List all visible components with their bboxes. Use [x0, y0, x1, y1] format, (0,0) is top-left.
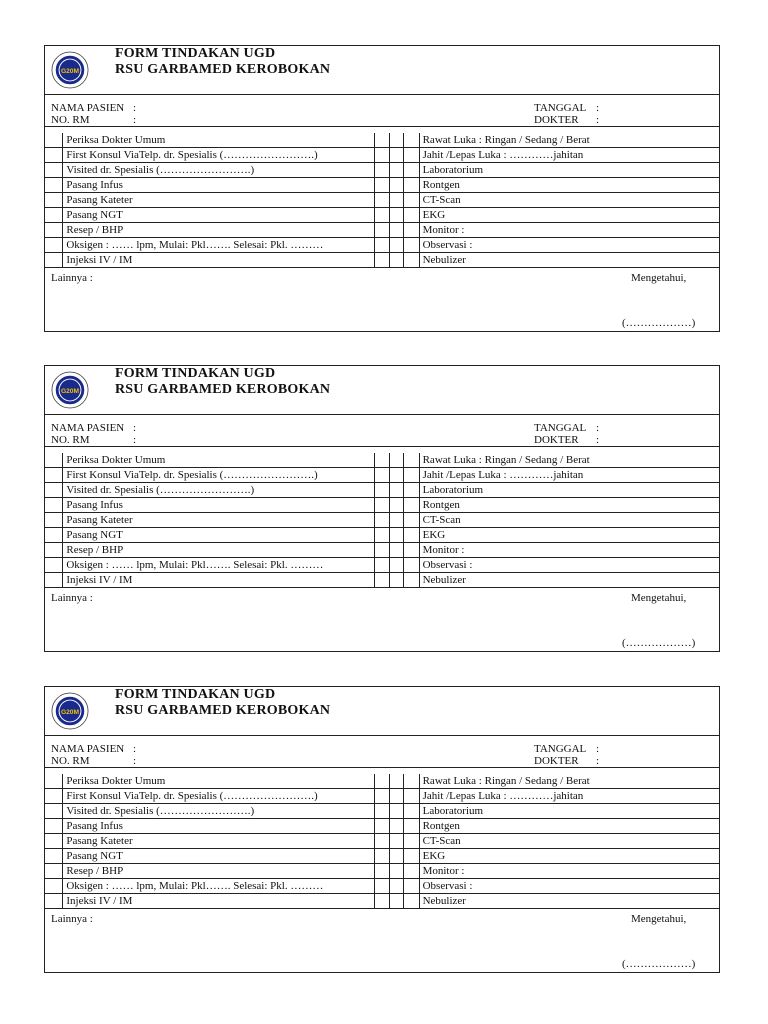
procedure-table	[45, 133, 719, 268]
left-procedure-label: Visited dr. Spesialis (…………………….)	[63, 483, 375, 498]
left-mark-cell[interactable]	[374, 894, 389, 909]
procedure-row	[45, 498, 719, 513]
ugd-form	[44, 686, 720, 973]
right-mark-cell[interactable]	[389, 133, 403, 148]
hospital-logo	[51, 692, 89, 730]
left-mark-cell[interactable]	[374, 238, 389, 253]
tanggal-label: TANGGAL	[534, 743, 587, 755]
right-checkbox-cell[interactable]	[403, 834, 419, 849]
left-mark-cell[interactable]	[374, 819, 389, 834]
right-mark-cell[interactable]	[389, 528, 403, 543]
left-procedure-label: First Konsul ViaTelp. dr. Spesialis (…………………….)	[63, 789, 375, 804]
right-checkbox-cell[interactable]	[403, 223, 419, 238]
right-procedure-label: Jahit /Lepas Luka : …………jahitan	[419, 148, 719, 163]
left-procedure-label: Oksigen : …… lpm, Mulai: Pkl……. Selesai: Pkl. ………	[63, 558, 375, 573]
left-procedure-label: Pasang Infus	[63, 498, 375, 513]
mengetahui-label: Mengetahui,	[631, 592, 687, 604]
left-procedure-label: First Konsul ViaTelp. dr. Spesialis (…………………….)	[63, 468, 375, 483]
left-procedure-label: Resep / BHP	[63, 543, 375, 558]
procedure-row	[45, 468, 719, 483]
left-mark-cell[interactable]	[374, 774, 389, 789]
hospital-name: RSU GARBAMED KEROBOKAN	[115, 382, 331, 397]
left-mark-cell[interactable]	[374, 498, 389, 513]
left-checkbox-cell[interactable]	[45, 178, 63, 193]
right-mark-cell[interactable]	[389, 148, 403, 163]
left-mark-cell[interactable]	[374, 879, 389, 894]
patient-info	[45, 95, 719, 127]
left-procedure-label: Pasang NGT	[63, 528, 375, 543]
procedure-row	[45, 834, 719, 849]
left-mark-cell[interactable]	[374, 148, 389, 163]
procedure-table	[45, 453, 719, 588]
right-mark-cell[interactable]	[389, 558, 403, 573]
left-procedure-label: Pasang Kateter	[63, 513, 375, 528]
dokter-colon: :	[596, 114, 600, 126]
right-procedure-label: EKG	[419, 528, 719, 543]
left-procedure-label: Pasang Infus	[63, 819, 375, 834]
left-checkbox-cell[interactable]	[45, 819, 63, 834]
left-mark-cell[interactable]	[374, 864, 389, 879]
left-procedure-label: Periksa Dokter Umum	[63, 453, 375, 468]
left-mark-cell[interactable]	[374, 513, 389, 528]
left-checkbox-cell[interactable]	[45, 238, 63, 253]
left-checkbox-cell[interactable]	[45, 864, 63, 879]
lainnya-label: Lainnya :	[51, 272, 93, 284]
left-mark-cell[interactable]	[374, 468, 389, 483]
left-checkbox-cell[interactable]	[45, 573, 63, 588]
right-procedure-label: Nebulizer	[419, 894, 719, 909]
left-procedure-label: Injeksi IV / IM	[63, 573, 375, 588]
patient-info	[45, 415, 719, 447]
right-checkbox-cell[interactable]	[403, 789, 419, 804]
left-procedure-label: Resep / BHP	[63, 223, 375, 238]
procedure-table	[45, 774, 719, 909]
left-procedure-label: Pasang NGT	[63, 849, 375, 864]
logo-text: G20M	[60, 708, 80, 716]
right-checkbox-cell[interactable]	[403, 819, 419, 834]
left-mark-cell[interactable]	[374, 573, 389, 588]
left-mark-cell[interactable]	[374, 543, 389, 558]
left-mark-cell[interactable]	[374, 834, 389, 849]
left-checkbox-cell[interactable]	[45, 834, 63, 849]
tanggal-label: TANGGAL	[534, 422, 587, 434]
procedure-row	[45, 804, 719, 819]
hospital-logo	[51, 51, 89, 89]
right-mark-cell[interactable]	[389, 498, 403, 513]
left-checkbox-cell[interactable]	[45, 543, 63, 558]
procedure-row	[45, 453, 719, 468]
procedure-row	[45, 148, 719, 163]
left-mark-cell[interactable]	[374, 208, 389, 223]
no-rm-label: NO. RM	[51, 434, 90, 446]
tanggal-colon: :	[596, 743, 600, 755]
right-mark-cell[interactable]	[389, 193, 403, 208]
dokter-colon: :	[596, 434, 600, 446]
procedure-row	[45, 558, 719, 573]
right-checkbox-cell[interactable]	[403, 453, 419, 468]
right-checkbox-cell[interactable]	[403, 208, 419, 223]
left-mark-cell[interactable]	[374, 223, 389, 238]
right-procedure-label: EKG	[419, 849, 719, 864]
left-checkbox-cell[interactable]	[45, 774, 63, 789]
left-mark-cell[interactable]	[374, 133, 389, 148]
right-procedure-label: CT-Scan	[419, 193, 719, 208]
mengetahui-label: Mengetahui,	[631, 913, 687, 925]
left-checkbox-cell[interactable]	[45, 253, 63, 268]
left-checkbox-cell[interactable]	[45, 163, 63, 178]
hospital-name: RSU GARBAMED KEROBOKAN	[115, 703, 331, 718]
nama-pasien-label: NAMA PASIEN	[51, 102, 125, 114]
left-checkbox-cell[interactable]	[45, 513, 63, 528]
left-procedure-label: Injeksi IV / IM	[63, 894, 375, 909]
left-checkbox-cell[interactable]	[45, 453, 63, 468]
right-procedure-label: Observasi :	[419, 879, 719, 894]
right-mark-cell[interactable]	[389, 543, 403, 558]
left-procedure-label: Pasang Kateter	[63, 193, 375, 208]
lainnya-label: Lainnya :	[51, 592, 93, 604]
right-procedure-label: Rawat Luka : Ringan / Sedang / Berat	[419, 133, 719, 148]
mengetahui-label: Mengetahui,	[631, 272, 687, 284]
left-mark-cell[interactable]	[374, 558, 389, 573]
left-mark-cell[interactable]	[374, 178, 389, 193]
right-procedure-label: Nebulizer	[419, 253, 719, 268]
right-checkbox-cell[interactable]	[403, 849, 419, 864]
procedure-row	[45, 193, 719, 208]
left-procedure-label: Pasang Kateter	[63, 834, 375, 849]
left-mark-cell[interactable]	[374, 849, 389, 864]
procedure-row	[45, 849, 719, 864]
right-mark-cell[interactable]	[389, 253, 403, 268]
procedure-row	[45, 223, 719, 238]
nama-pasien-colon: :	[133, 102, 137, 114]
right-procedure-label: Nebulizer	[419, 573, 719, 588]
right-mark-cell[interactable]	[389, 163, 403, 178]
left-checkbox-cell[interactable]	[45, 208, 63, 223]
right-checkbox-cell[interactable]	[403, 543, 419, 558]
right-checkbox-cell[interactable]	[403, 879, 419, 894]
ugd-form	[44, 365, 720, 652]
right-procedure-label: Monitor :	[419, 543, 719, 558]
right-procedure-label: Jahit /Lepas Luka : …………jahitan	[419, 468, 719, 483]
left-checkbox-cell[interactable]	[45, 193, 63, 208]
right-checkbox-cell[interactable]	[403, 513, 419, 528]
right-procedure-label: Rontgen	[419, 178, 719, 193]
signature-line: (………………)	[622, 637, 696, 649]
form-title: FORM TINDAKAN UGD	[115, 46, 276, 61]
right-procedure-label: Rontgen	[419, 819, 719, 834]
left-procedure-label: Visited dr. Spesialis (…………………….)	[63, 163, 375, 178]
logo-text: G20M	[60, 67, 80, 75]
right-mark-cell[interactable]	[389, 223, 403, 238]
right-checkbox-cell[interactable]	[403, 178, 419, 193]
nama-pasien-label: NAMA PASIEN	[51, 743, 125, 755]
right-checkbox-cell[interactable]	[403, 894, 419, 909]
procedure-row	[45, 253, 719, 268]
right-procedure-label: EKG	[419, 208, 719, 223]
right-mark-cell[interactable]	[389, 208, 403, 223]
dokter-colon: :	[596, 755, 600, 767]
left-checkbox-cell[interactable]	[45, 498, 63, 513]
form-header	[45, 687, 719, 736]
left-checkbox-cell[interactable]	[45, 133, 63, 148]
right-procedure-label: Laboratorium	[419, 483, 719, 498]
right-procedure-label: Laboratorium	[419, 163, 719, 178]
left-mark-cell[interactable]	[374, 789, 389, 804]
dokter-label: DOKTER	[534, 114, 579, 126]
form-title: FORM TINDAKAN UGD	[115, 366, 276, 381]
left-procedure-label: Resep / BHP	[63, 864, 375, 879]
procedure-row	[45, 513, 719, 528]
left-checkbox-cell[interactable]	[45, 558, 63, 573]
procedure-row	[45, 178, 719, 193]
right-checkbox-cell[interactable]	[403, 804, 419, 819]
left-procedure-label: Pasang NGT	[63, 208, 375, 223]
right-mark-cell[interactable]	[389, 483, 403, 498]
right-procedure-label: Rontgen	[419, 498, 719, 513]
right-checkbox-cell[interactable]	[403, 163, 419, 178]
procedure-row	[45, 573, 719, 588]
right-mark-cell[interactable]	[389, 789, 403, 804]
right-checkbox-cell[interactable]	[403, 483, 419, 498]
procedure-row	[45, 819, 719, 834]
procedure-row	[45, 543, 719, 558]
hospital-name: RSU GARBAMED KEROBOKAN	[115, 62, 331, 77]
left-procedure-label: Oksigen : …… lpm, Mulai: Pkl……. Selesai: Pkl. ………	[63, 238, 375, 253]
left-checkbox-cell[interactable]	[45, 223, 63, 238]
left-procedure-label: Periksa Dokter Umum	[63, 133, 375, 148]
lainnya-label: Lainnya :	[51, 913, 93, 925]
left-checkbox-cell[interactable]	[45, 804, 63, 819]
right-procedure-label: CT-Scan	[419, 834, 719, 849]
tanggal-colon: :	[596, 102, 600, 114]
left-mark-cell[interactable]	[374, 483, 389, 498]
dokter-label: DOKTER	[534, 434, 579, 446]
procedure-row	[45, 879, 719, 894]
form-title: FORM TINDAKAN UGD	[115, 687, 276, 702]
procedure-row	[45, 238, 719, 253]
no-rm-label: NO. RM	[51, 755, 90, 767]
right-checkbox-cell[interactable]	[403, 864, 419, 879]
no-rm-colon: :	[133, 755, 137, 767]
right-mark-cell[interactable]	[389, 804, 403, 819]
no-rm-label: NO. RM	[51, 114, 90, 126]
procedure-row	[45, 774, 719, 789]
signature-line: (………………)	[622, 958, 696, 970]
left-checkbox-cell[interactable]	[45, 879, 63, 894]
left-procedure-label: Periksa Dokter Umum	[63, 774, 375, 789]
right-checkbox-cell[interactable]	[403, 148, 419, 163]
left-mark-cell[interactable]	[374, 193, 389, 208]
right-checkbox-cell[interactable]	[403, 468, 419, 483]
right-checkbox-cell[interactable]	[403, 573, 419, 588]
left-checkbox-cell[interactable]	[45, 789, 63, 804]
procedure-row	[45, 528, 719, 543]
hospital-logo	[51, 371, 89, 409]
left-procedure-label: First Konsul ViaTelp. dr. Spesialis (…………………….)	[63, 148, 375, 163]
right-procedure-label: Monitor :	[419, 864, 719, 879]
right-checkbox-cell[interactable]	[403, 528, 419, 543]
procedure-row	[45, 864, 719, 879]
procedure-row	[45, 789, 719, 804]
left-mark-cell[interactable]	[374, 528, 389, 543]
right-checkbox-cell[interactable]	[403, 498, 419, 513]
right-mark-cell[interactable]	[389, 864, 403, 879]
right-checkbox-cell[interactable]	[403, 558, 419, 573]
left-mark-cell[interactable]	[374, 453, 389, 468]
right-procedure-label: Jahit /Lepas Luka : …………jahitan	[419, 789, 719, 804]
right-mark-cell[interactable]	[389, 834, 403, 849]
nama-pasien-colon: :	[133, 743, 137, 755]
left-mark-cell[interactable]	[374, 804, 389, 819]
right-mark-cell[interactable]	[389, 774, 403, 789]
right-procedure-label: Rawat Luka : Ringan / Sedang / Berat	[419, 453, 719, 468]
right-mark-cell[interactable]	[389, 573, 403, 588]
right-checkbox-cell[interactable]	[403, 774, 419, 789]
left-checkbox-cell[interactable]	[45, 894, 63, 909]
right-procedure-label: Rawat Luka : Ringan / Sedang / Berat	[419, 774, 719, 789]
right-procedure-label: Observasi :	[419, 558, 719, 573]
right-mark-cell[interactable]	[389, 879, 403, 894]
no-rm-colon: :	[133, 114, 137, 126]
nama-pasien-label: NAMA PASIEN	[51, 422, 125, 434]
logo-text: G20M	[60, 387, 80, 395]
procedure-row	[45, 894, 719, 909]
procedure-row	[45, 163, 719, 178]
left-procedure-label: Pasang Infus	[63, 178, 375, 193]
right-checkbox-cell[interactable]	[403, 238, 419, 253]
left-procedure-label: Oksigen : …… lpm, Mulai: Pkl……. Selesai: Pkl. ………	[63, 879, 375, 894]
signature-line: (………………)	[622, 317, 696, 329]
right-mark-cell[interactable]	[389, 468, 403, 483]
dokter-label: DOKTER	[534, 755, 579, 767]
procedure-row	[45, 483, 719, 498]
right-procedure-label: Observasi :	[419, 238, 719, 253]
right-procedure-label: CT-Scan	[419, 513, 719, 528]
right-mark-cell[interactable]	[389, 849, 403, 864]
left-checkbox-cell[interactable]	[45, 528, 63, 543]
form-header	[45, 46, 719, 95]
nama-pasien-colon: :	[133, 422, 137, 434]
left-checkbox-cell[interactable]	[45, 468, 63, 483]
right-procedure-label: Monitor :	[419, 223, 719, 238]
right-mark-cell[interactable]	[389, 819, 403, 834]
right-procedure-label: Laboratorium	[419, 804, 719, 819]
right-mark-cell[interactable]	[389, 178, 403, 193]
right-checkbox-cell[interactable]	[403, 133, 419, 148]
right-mark-cell[interactable]	[389, 238, 403, 253]
no-rm-colon: :	[133, 434, 137, 446]
procedure-row	[45, 208, 719, 223]
ugd-form	[44, 45, 720, 332]
left-checkbox-cell[interactable]	[45, 483, 63, 498]
left-checkbox-cell[interactable]	[45, 148, 63, 163]
left-procedure-label: Visited dr. Spesialis (…………………….)	[63, 804, 375, 819]
form-header	[45, 366, 719, 415]
left-checkbox-cell[interactable]	[45, 849, 63, 864]
right-mark-cell[interactable]	[389, 894, 403, 909]
right-mark-cell[interactable]	[389, 453, 403, 468]
right-mark-cell[interactable]	[389, 513, 403, 528]
right-checkbox-cell[interactable]	[403, 253, 419, 268]
procedure-row	[45, 133, 719, 148]
right-checkbox-cell[interactable]	[403, 193, 419, 208]
patient-info	[45, 736, 719, 768]
tanggal-label: TANGGAL	[534, 102, 587, 114]
left-procedure-label: Injeksi IV / IM	[63, 253, 375, 268]
left-mark-cell[interactable]	[374, 163, 389, 178]
left-mark-cell[interactable]	[374, 253, 389, 268]
tanggal-colon: :	[596, 422, 600, 434]
